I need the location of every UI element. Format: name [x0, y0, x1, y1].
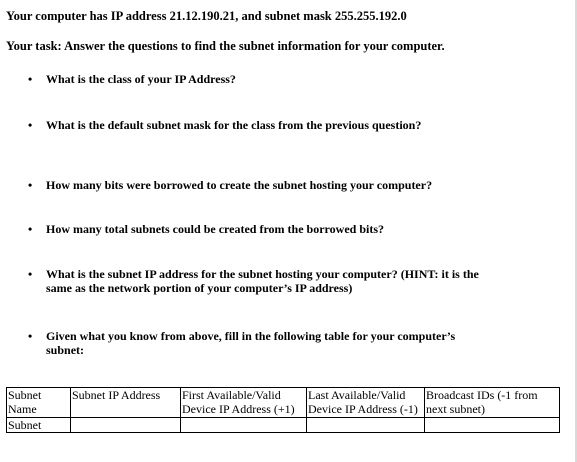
question-text: What is the default subnet mask for the class from the previous question?: [46, 118, 422, 132]
cell-first-valid-address[interactable]: [181, 418, 307, 433]
cell-subnet-name: Subnet: [7, 418, 71, 433]
table-header-row: [7, 388, 560, 418]
cell-last-valid-address[interactable]: [307, 418, 425, 433]
question-text: What is the class of your IP Address?: [46, 72, 236, 86]
question-text: How many total subnets could be created from the borrowed bits?: [46, 222, 384, 236]
question-text: What is the subnet IP address for the subnet hosting your computer? (HINT: it is the same as the network portion of your computer’s IP address): [46, 267, 479, 295]
header-first-valid-address: First Available/Valid Device IP Address (+1): [181, 388, 307, 418]
header-subnet-ip-address: Subnet IP Address: [71, 388, 181, 418]
bullet-icon: •: [28, 329, 33, 343]
task-statement: Your task: Answer the questions to find the subnet information for your computer.: [6, 39, 445, 53]
bullet-icon: •: [28, 178, 33, 192]
header-broadcast-ids: Broadcast IDs (-1 from next subnet): [425, 388, 560, 418]
table-row: [7, 418, 560, 433]
header-subnet-name: Subnet Name: [7, 388, 71, 418]
bullet-icon: •: [28, 118, 33, 132]
bullet-icon: •: [28, 72, 33, 86]
subnet-table: [6, 387, 560, 433]
bullet-icon: •: [28, 267, 33, 281]
question-text: How many bits were borrowed to create the subnet hosting your computer?: [46, 178, 433, 192]
cell-subnet-ip-address[interactable]: [71, 418, 181, 433]
cell-broadcast-id[interactable]: [425, 418, 560, 433]
ip-address-statement: Your computer has IP address 21.12.190.21, and subnet mask 255.255.192.0: [6, 9, 407, 23]
question-text: Given what you know from above, fill in the following table for your computer’s subnet:: [46, 329, 456, 357]
bullet-icon: •: [28, 222, 33, 236]
header-last-valid-address: Last Available/Valid Device IP Address (-1): [307, 388, 425, 418]
